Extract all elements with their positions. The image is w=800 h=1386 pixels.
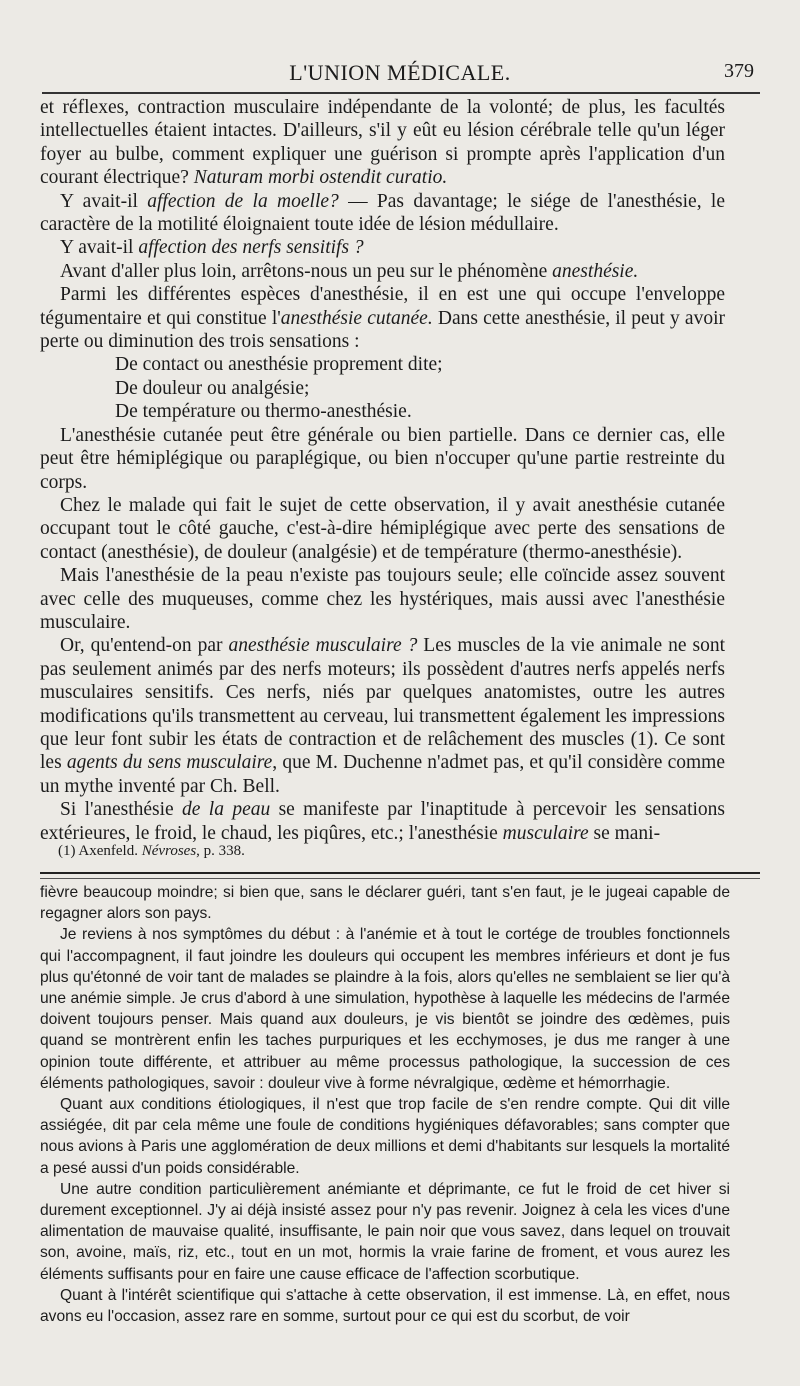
- lower-paragraph: [40, 1094, 730, 1179]
- running-header: [40, 60, 760, 90]
- text-run: Si l'anesthésie: [60, 799, 183, 821]
- text-run: Quant aux conditions étiologiques, il n'est que trop facile de s'en rendre compte. Qui dit ville assiégée, dit par cela même une foule de conditions hygiéniques défavorables; sans compter que nous avions à Paris une agglomération de deux millions et demi d'habitants sur lesquels la mortalité a pesé aussi d'un poids considérable.: [40, 1096, 730, 1177]
- upper-paragraph: [40, 353, 725, 376]
- text-run: et réflexes, contraction musculaire indépendante de la volonté; de plus, les facultés intellectuelles étaient intactes. D'ailleurs, s'il y eût eu lésion cérébrale telle qu'un léger foyer au bulbe, comment expliquer une guérison si prompte après l'application d'un courant électrique?: [40, 97, 725, 189]
- lower-paragraph: [40, 924, 730, 1094]
- text-run: Y avait-il: [60, 237, 139, 259]
- text-run: Y avait-il: [60, 190, 148, 212]
- text-run: De contact ou anesthésie proprement dite;: [115, 354, 443, 376]
- text-run: — Pas davantage; le siége de l'anesthésie, le caractère de la motilité éloignaient toute idée de lésion médullaire.: [40, 190, 725, 236]
- text-run: Une autre condition particulièrement anémiante et déprimante, ce fut le froid de cet hiver si durement exceptionnel. J'y ai déjà insisté assez pour n'y pas revenir. Joignez à cela les vices d'une alimentation de mauvaise qualité, insuffisante, le pain noir que vous savez, dans lequel on trouvait son, avoine, maïs, riz, etc., tout en un mot, hormis la vraie farine de froment, et vous aurez les éléments suffisants pour en faire une cause efficace de l'affection scorbutique.: [40, 1180, 730, 1283]
- italic-text: affection de la moelle?: [147, 190, 339, 212]
- text-run: se manifeste par l'inaptitude à percevoir les sensations extérieures, le froid, le chaud, les piqûres, etc.; l'anesthésie: [40, 799, 726, 844]
- text-run: De douleur ou analgésie;: [115, 377, 310, 399]
- upper-paragraph: [40, 377, 725, 400]
- journal-title: L'UNION MÉDICALE.: [289, 60, 511, 85]
- text-run: Or, qu'entend-on par: [60, 635, 229, 657]
- upper-paragraph: [40, 634, 725, 798]
- italic-text: anesthésie cutanée.: [280, 307, 433, 329]
- text-run: L'anesthésie cutanée peut être générale ou bien partielle. Dans ce dernier cas, elle peut être hémiplégique ou paraplégique, ou bien n'occuper qu'une partie restreinte du corps.: [40, 424, 725, 493]
- text-run: Avant d'aller plus loin, arrêtons-nous un peu sur le phénomène: [60, 260, 553, 282]
- text-run: Mais l'anesthésie de la peau n'existe pas toujours seule; elle coïncide assez souvent avec celle des muqueuses, comme chez les hystériques, mais aussi avec l'anesthésie musculaire.: [40, 565, 725, 633]
- italic-text: anesthésie.: [552, 260, 639, 282]
- upper-paragraph: [40, 564, 725, 634]
- section-divider: [40, 872, 760, 879]
- footnote-text-end: , p. 338.: [196, 843, 245, 859]
- upper-paragraph: [40, 190, 725, 237]
- text-run: Je reviens à nos symptômes du début : à l'anémie et à tout le cortége de troubles fonctionnels qui l'accompagnent, il faut joindre les douleurs qui occupent les membres inférieurs et dont je fus plus qu'étonné de voir tant de malades se plaindre à la fois, alors qu'elles ne semblaient se lier qu'à une anémie simple. Je crus d'abord à une simulation, hypothèse à laquelle les médecins de l'armée doivent toujours penser. Mais quand aux douleurs, je vis bientôt se joindre des œdèmes, puis quand se montrèrent enfin les taches purpuriques et les ecchymoses, je dus me ranger à une opinion toute différente, et attribuer au même processus pathologique, la succession de ces éléments pathologiques, savoir : douleur vive à forme névralgique, œdème et hémorrhagie.: [40, 926, 730, 1092]
- italic-text: Naturam morbi ostendit curatio.: [193, 167, 448, 189]
- footnote-text: (1) Axenfeld.: [58, 843, 142, 859]
- upper-paragraph: [40, 424, 725, 494]
- upper-paragraph: [40, 494, 725, 564]
- text-run: Les muscles de la vie animale ne sont pas seulement animés par des nerfs moteurs; ils possèdent d'autres nerfs appelés nerfs musculaires sensitifs. Ces nerfs, niés par quelques anatomistes, outre les autres modifications qu'ils transmettent au cerveau, lui transmettent également les impressions que leur font subir les états de contraction et de relâchement des muscles (1). Ce sont les: [40, 635, 725, 774]
- upper-paragraph: [40, 283, 725, 353]
- text-run: Quant à l'intérêt scientifique qui s'attache à cette observation, il est immense. Là, en effet, nous avons eu l'occasion, assez rare en somme, surtout pour ce qui est du scorbut, de voir: [40, 1286, 730, 1326]
- italic-text: musculaire: [502, 822, 589, 844]
- footnote: [58, 843, 245, 860]
- upper-article-body: [40, 96, 725, 845]
- italic-text: de la peau: [182, 799, 271, 821]
- text-run: Parmi les différentes espèces d'anesthésie, il en est une qui occupe l'enveloppe tégumentaire et qui constitue l': [40, 284, 725, 329]
- header-rule: [42, 92, 760, 94]
- upper-paragraph: [40, 236, 725, 259]
- upper-paragraph: [40, 96, 725, 190]
- text-run: fièvre beaucoup moindre; si bien que, sans le déclarer guéri, tant s'en faut, je le jugeai capable de regagner alors son pays.: [40, 884, 730, 923]
- lower-paragraph: [40, 1285, 730, 1327]
- text-run: De température ou thermo-anesthésie.: [115, 401, 412, 423]
- footnote-italic: Névroses: [141, 843, 197, 859]
- italic-text: anesthésie musculaire ?: [228, 635, 418, 657]
- text-run: Chez le malade qui fait le sujet de cette observation, il y avait anesthésie cutanée occupant tout le côté gauche, c'est-à-dire hémiplégique avec perte des sensations de contact (anesthésie), de douleur (analgésie) et de température (thermo-anesthésie).: [40, 494, 725, 563]
- text-run: , que M. Duchenne n'admet pas, et qu'il considère comme un mythe inventé par Ch. Bell.: [40, 752, 725, 797]
- page-number: 379: [724, 60, 754, 82]
- text-run: Dans cette anesthésie, il peut y avoir perte ou diminution des trois sensations :: [40, 307, 725, 353]
- text-run: se mani-: [588, 822, 661, 844]
- upper-paragraph: [40, 260, 725, 283]
- upper-paragraph: [40, 798, 725, 845]
- italic-text: agents du sens musculaire: [66, 752, 273, 774]
- lower-article-body: [40, 882, 730, 1327]
- italic-text: affection des nerfs sensitifs ?: [138, 237, 364, 259]
- upper-paragraph: [40, 400, 725, 423]
- lower-paragraph: [40, 1179, 730, 1285]
- lower-paragraph: [40, 882, 730, 924]
